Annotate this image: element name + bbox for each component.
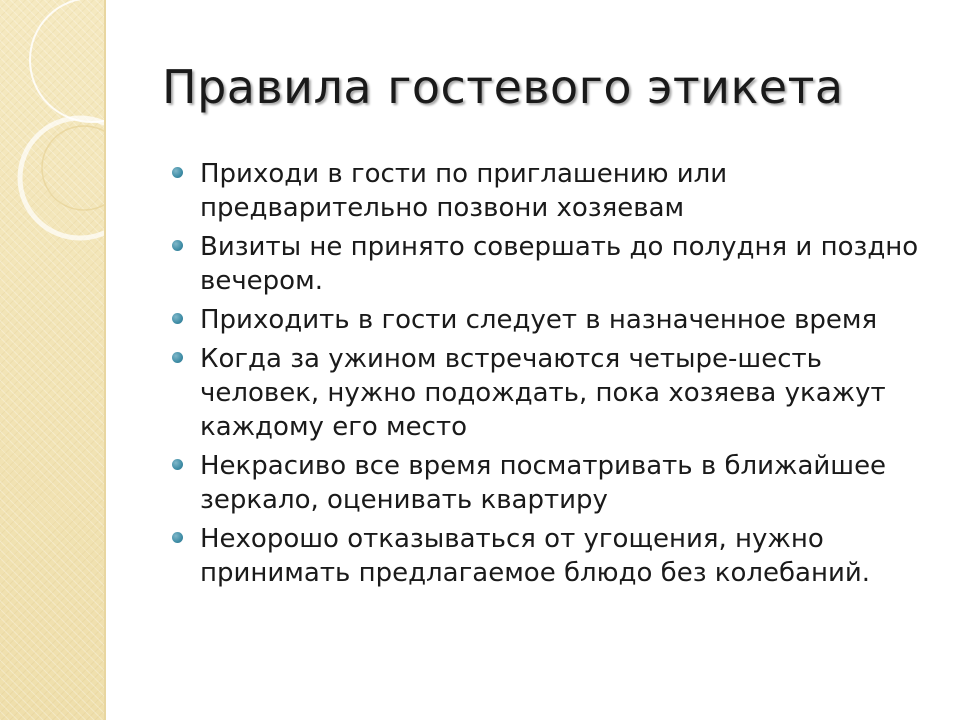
bullet-dot-icon bbox=[172, 313, 183, 324]
list-item bbox=[170, 342, 940, 444]
bullet-dot-icon bbox=[172, 532, 183, 543]
bullet-list bbox=[170, 157, 940, 595]
list-item bbox=[170, 157, 940, 225]
page-title: Правила гостевого этикета bbox=[162, 60, 844, 114]
bullet-dot-icon bbox=[172, 352, 183, 363]
list-item bbox=[170, 230, 940, 298]
decorative-side-strip bbox=[0, 0, 104, 720]
list-item-text: Некрасиво все время посматривать в ближайшее зеркало, оценивать квартиру bbox=[200, 451, 887, 515]
list-item bbox=[170, 449, 940, 517]
list-item-text: Приходи в гости по приглашению или предварительно позвони хозяевам bbox=[200, 159, 728, 223]
list-item-text: Визиты не принято совершать до полудня и поздно вечером. bbox=[200, 232, 919, 296]
list-item bbox=[170, 522, 940, 590]
bullet-dot-icon bbox=[172, 240, 183, 251]
bullet-dot-icon bbox=[172, 459, 183, 470]
strip-edge-line bbox=[104, 0, 106, 720]
list-item-text: Нехорошо отказываться от угощения, нужно принимать предлагаемое блюдо без колебаний. bbox=[200, 524, 871, 588]
bullet-dot-icon bbox=[172, 167, 183, 178]
decorative-circles bbox=[0, 0, 104, 720]
list-item-text: Когда за ужином встречаются четыре-шесть человек, нужно подождать, пока хозяева укажут каждому его место bbox=[200, 344, 886, 442]
list-item bbox=[170, 303, 940, 337]
list-item-text: Приходить в гости следует в назначенное время bbox=[200, 305, 878, 335]
